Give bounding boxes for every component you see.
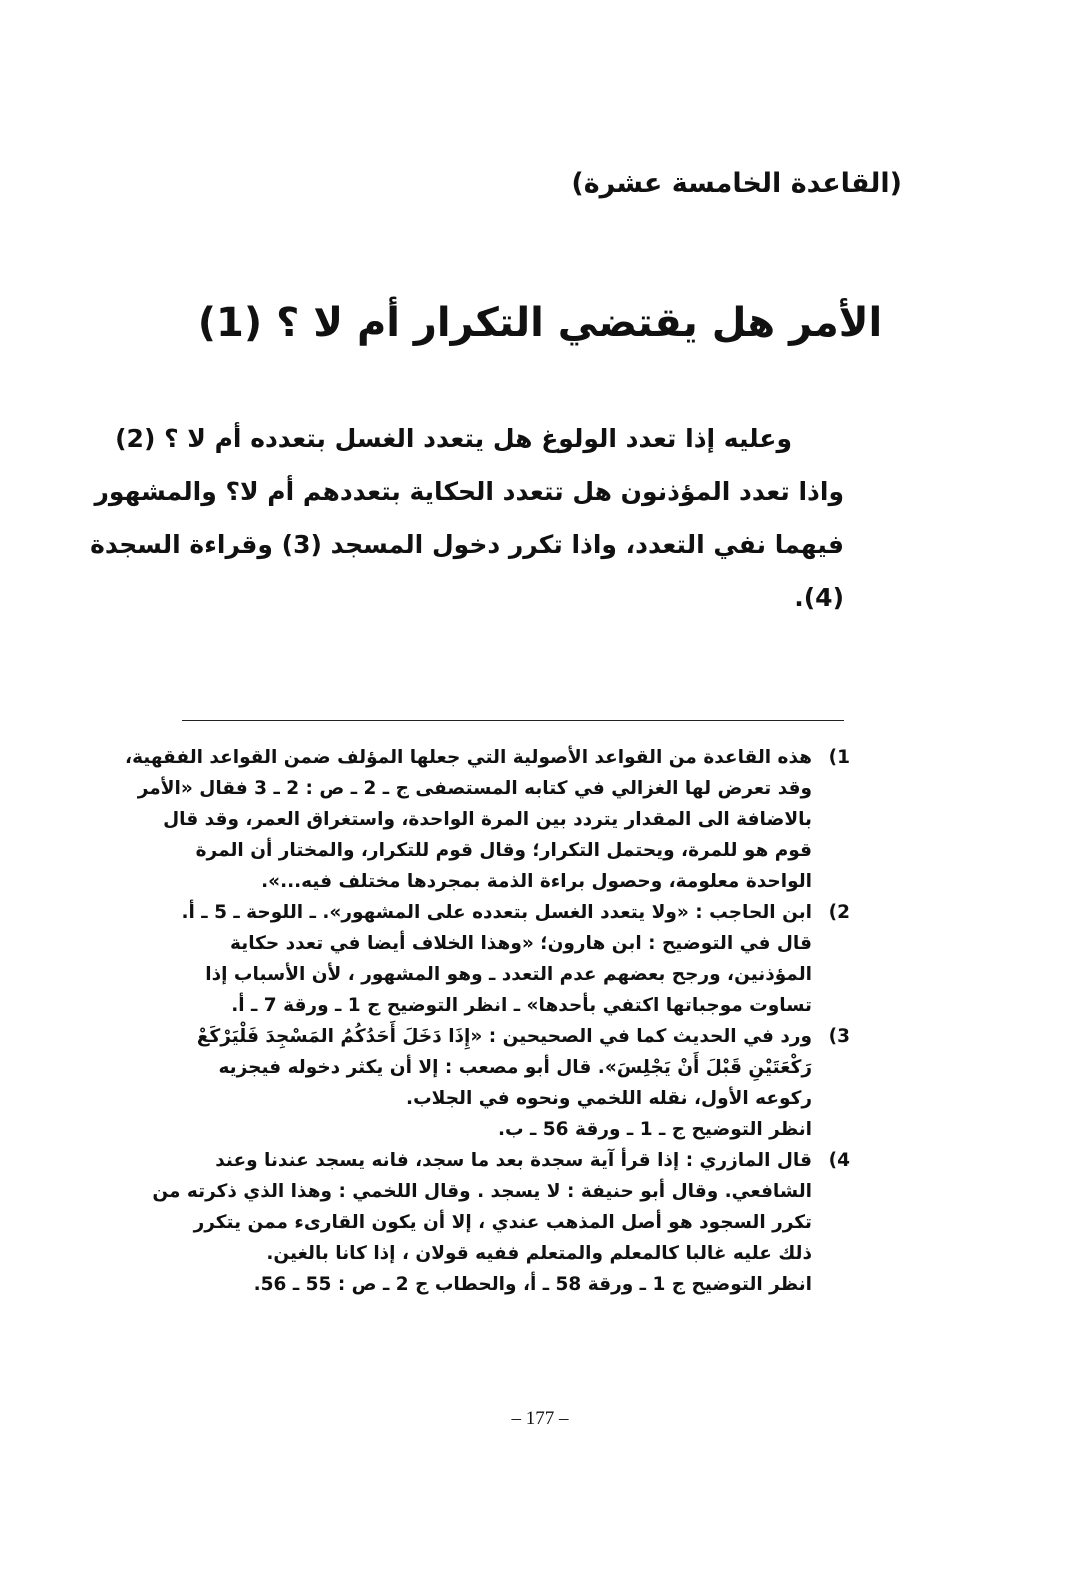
footnote-line: ذلك عليه غالبا كالمعلم والمتعلم ففيه قولان ، إذا كانا بالغين. xyxy=(266,1243,812,1264)
rule-title: الأمر هل يقتضي التكرار أم لا ؟ (1) xyxy=(197,300,883,346)
footnote-line: الشافعي. وقال أبو حنيفة : لا يسجد . وقال اللخمي : وهذا الذي ذكرته من xyxy=(152,1181,812,1202)
footnote-line: بالاضافة الى المقدار يتردد بين المرة الواحدة، واستغراق العمر، وقد قال xyxy=(163,809,812,830)
footnote-line: انظر التوضيح ج ـ 1 ـ ورقة 56 ـ ب. xyxy=(497,1119,812,1140)
body-line: فيهما نفي التعدد، واذا تكرر دخول المسجد (3) وقراءة السجدة xyxy=(90,530,844,559)
footnotes xyxy=(125,742,850,1300)
footnote-line: قال في التوضيح : ابن هارون؛ «وهذا الخلاف أيضا في تعدد حكاية xyxy=(230,933,812,954)
footnote-line: انظر التوضيح ج 1 ـ ورقة 58 ـ أ، والحطاب ج 2 ـ ص : 55 ـ 56. xyxy=(253,1274,812,1295)
footnote-line: رَكْعَتَيْنِ قَبْلَ أَنْ يَجْلِسَ». قال أبو مصعب : إلا أن يكثر دخوله فيجزيه xyxy=(218,1057,812,1078)
footnote-line: تساوت موجباتها اكتفي بأحدها» ـ انظر التوضيح ج 1 ـ ورقة 7 ـ أ. xyxy=(231,995,812,1016)
footnote-2 xyxy=(142,897,850,1021)
body-line: (4). xyxy=(794,583,844,612)
footnote-number: (2 xyxy=(828,902,850,923)
body-line: واذا تعدد المؤذنون هل تتعدد الحكاية بتعددهم أم لا؟ والمشهور xyxy=(94,477,844,506)
footnote-divider xyxy=(182,720,844,721)
footnote-line: المؤذنين، ورجح بعضهم عدم التعدد ـ وهو المشهور ، لأن الأسباب إذا xyxy=(205,964,812,985)
footnote-line: وقد تعرض لها الغزالي في كتابه المستصفى ج ـ 2 ـ ص : 2 ـ 3 فقال «الأمر xyxy=(137,778,812,799)
footnote-line: تكرر السجود هو أصل المذهب عندي ، إلا أن يكون القارىء ممن يتكرر xyxy=(193,1212,812,1233)
footnote-line: ابن الحاجب : «ولا يتعدد الغسل بتعدده على المشهور». ـ اللوحة ـ 5 ـ أ. xyxy=(181,902,812,923)
footnote-line: هذه القاعدة من القواعد الأصولية التي جعلها المؤلف ضمن القواعد الفقهية، xyxy=(125,747,812,768)
footnote-number: (1 xyxy=(828,747,850,768)
footnote-line: قال المازري : إذا قرأ آية سجدة بعد ما سجد، فانه يسجد عندنا وعند xyxy=(215,1150,812,1171)
footnote-number: (3 xyxy=(828,1026,850,1047)
footnote-line: ورد في الحديث كما في الصحيحين : «إِذَا دَخَلَ أَحَدُكُمُ المَسْجِدَ فَلْيَرْكَعْ xyxy=(196,1026,812,1047)
footnote-line: ركوعه الأول، نقله اللخمي ونحوه في الجلاب. xyxy=(406,1088,812,1109)
footnote-line: الواحدة معلومة، وحصول براءة الذمة بمجردها مختلف فيه...». xyxy=(261,871,812,892)
footnote-line: قوم هو للمرة، ويحتمل التكرار؛ وقال قوم للتكرار، والمختار أن المرة xyxy=(195,840,812,861)
body-line: وعليه إذا تعدد الولوغ هل يتعدد الغسل بتعدده أم لا ؟ (2) xyxy=(115,424,792,453)
section-heading: (القاعدة الخامسة عشرة) xyxy=(571,168,902,199)
page-number: – 177 – xyxy=(511,1408,569,1429)
footnote-number: (4 xyxy=(828,1150,850,1171)
body-paragraph xyxy=(90,412,844,624)
footnote-3 xyxy=(142,1021,850,1145)
footnote-1 xyxy=(125,742,850,897)
footnote-4 xyxy=(142,1145,850,1300)
